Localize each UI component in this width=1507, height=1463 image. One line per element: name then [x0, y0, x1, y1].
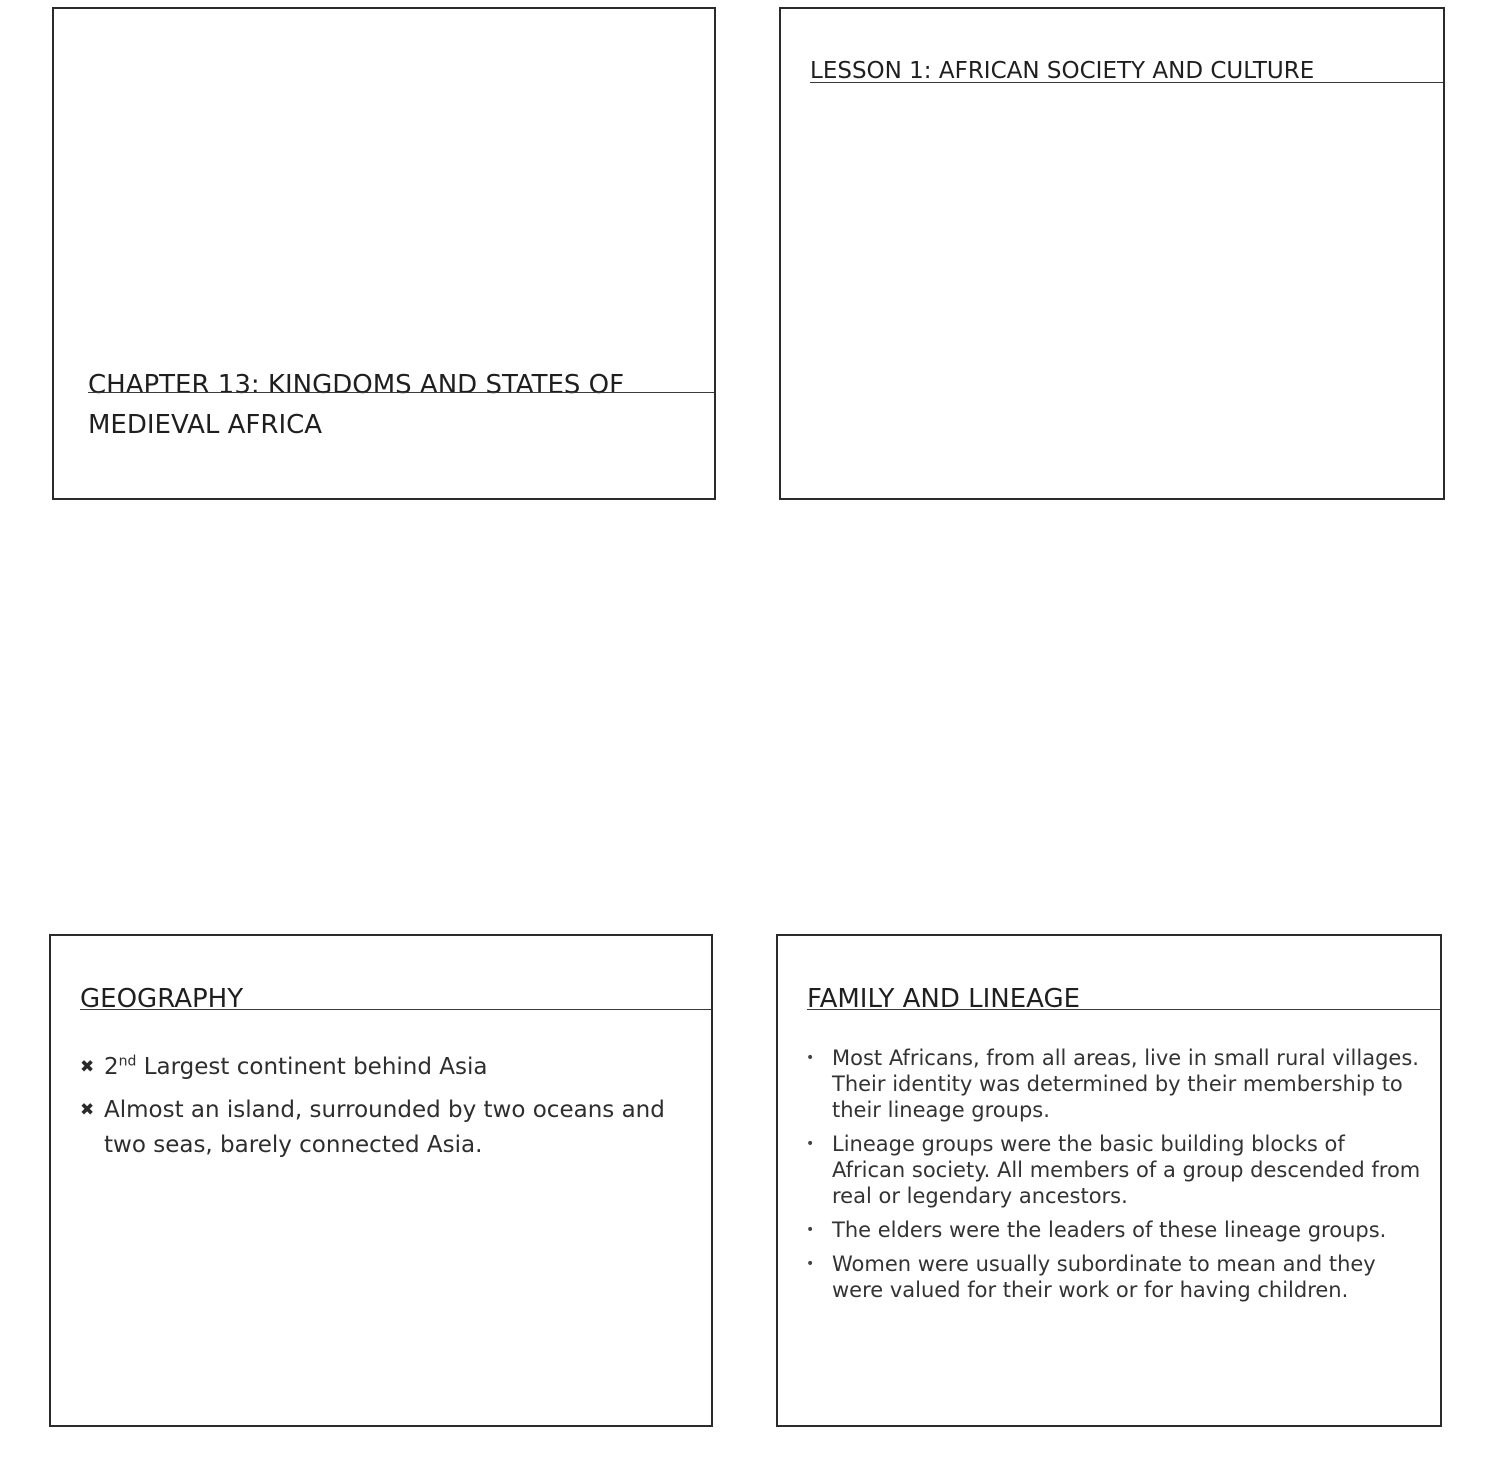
- geography-heading: GEOGRAPHY: [80, 984, 244, 1014]
- slide-geography: [49, 934, 713, 1427]
- family-lineage-bullet-list: [803, 1045, 1423, 1311]
- slide-family-lineage: [776, 934, 1442, 1427]
- x-mark-icon: ✖: [80, 1100, 95, 1120]
- title-underline: [80, 1009, 711, 1010]
- bullet-text: Lineage groups were the basic building blocks of African society. All members of a group descended from real or legendary ancestors.: [832, 1132, 1421, 1208]
- title-underline: [807, 1009, 1440, 1010]
- bullet-text: Almost an island, surrounded by two oceans and two seas, barely connected Asia.: [104, 1097, 665, 1158]
- list-item: [80, 1050, 680, 1085]
- title-underline: [88, 392, 714, 393]
- list-item: [803, 1217, 1423, 1243]
- slide-chapter-title: [52, 7, 716, 500]
- list-item: [803, 1045, 1423, 1123]
- x-mark-icon: ✖: [80, 1057, 95, 1077]
- dot-icon: •: [806, 1136, 815, 1152]
- dot-icon: •: [806, 1256, 815, 1272]
- title-underline: [810, 82, 1443, 83]
- bullet-text: The elders were the leaders of these lineage groups.: [832, 1218, 1387, 1242]
- slide-lesson-title: [779, 7, 1445, 500]
- list-item: [803, 1251, 1423, 1303]
- chapter-title: CHAPTER 13: KINGDOMS AND STATES OF MEDIEVAL AFRICA: [88, 370, 625, 440]
- ordinal-suffix: nd: [118, 1053, 137, 1070]
- dot-icon: •: [806, 1222, 815, 1238]
- lesson-title: LESSON 1: AFRICAN SOCIETY AND CULTURE: [810, 58, 1315, 84]
- family-lineage-heading: FAMILY AND LINEAGE: [807, 984, 1081, 1014]
- bullet-text: Women were usually subordinate to mean and they were valued for their work or for having children.: [832, 1252, 1376, 1302]
- list-item: [80, 1093, 680, 1163]
- bullet-text: Largest continent behind Asia: [136, 1054, 488, 1080]
- geography-bullet-list: [80, 1050, 680, 1171]
- list-item: [803, 1131, 1423, 1209]
- dot-icon: •: [806, 1050, 815, 1066]
- bullet-text: Most Africans, from all areas, live in small rural villages. Their identity was determined by their membership to their lineage groups.: [832, 1046, 1419, 1122]
- ordinal-number: 2: [104, 1054, 119, 1080]
